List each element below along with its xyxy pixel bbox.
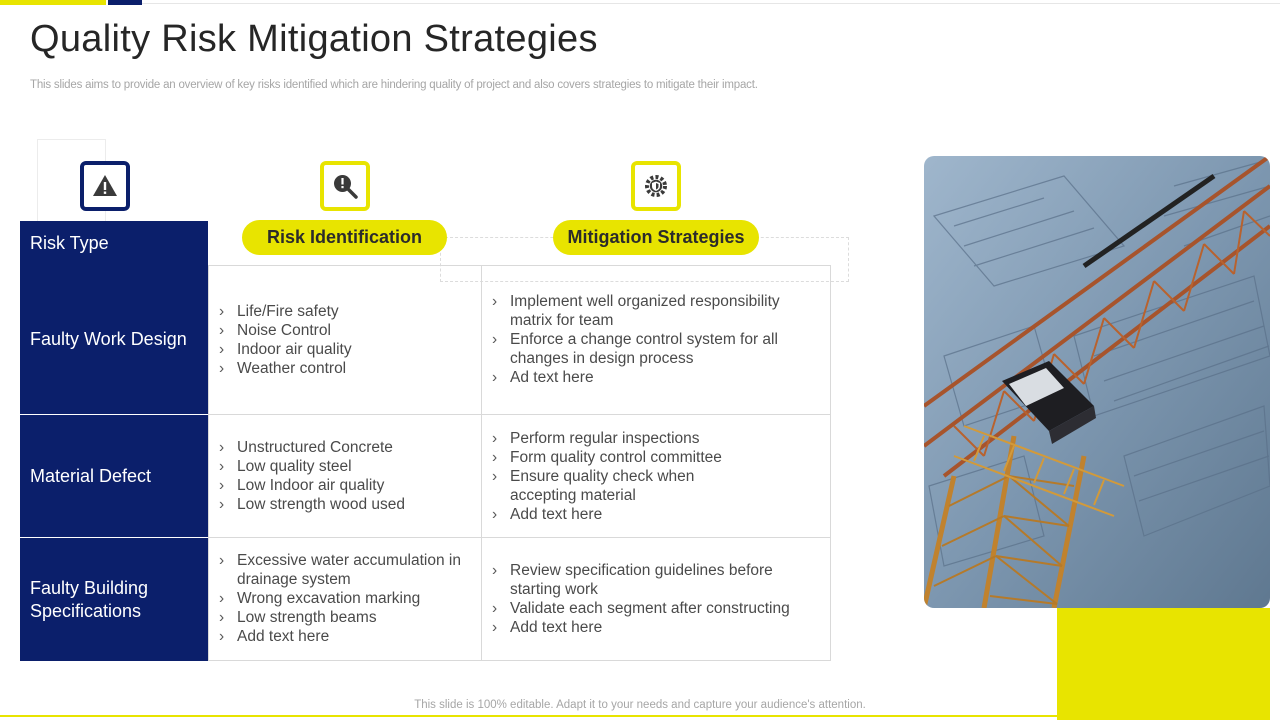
warning-triangle-icon [80, 161, 130, 211]
table-column-divider [481, 265, 482, 661]
list-item: › Low quality steel [219, 457, 477, 476]
mitigation-cell [492, 292, 814, 387]
identification-cell [219, 438, 477, 514]
slide-title: Quality Risk Mitigation Strategies [30, 18, 598, 60]
list-item: › Review specification guidelines before starting work [492, 561, 792, 599]
mitigation-strategies-header: Mitigation Strategies [553, 220, 759, 255]
list-item: › Weather control [219, 359, 477, 378]
list-item: › Enforce a change control system for all changes in design process [492, 330, 814, 368]
list-item: › Excessive water accumulation in drainage system [219, 551, 477, 589]
table-row-divider [208, 537, 831, 538]
mitigation-cell [492, 561, 814, 637]
top-accent-yellow [0, 0, 106, 5]
list-item: › Validate each segment after constructing [492, 599, 814, 618]
list-item: › Wrong excavation marking [219, 589, 477, 608]
identification-cell [219, 302, 477, 378]
row-label-faulty-work-design: Faulty Work Design [20, 265, 208, 414]
list-item: › Life/Fire safety [219, 302, 477, 321]
top-divider [142, 3, 1280, 4]
row-label-material-defect: Material Defect [20, 415, 208, 537]
bottom-accent-line [0, 715, 1057, 717]
list-item: › Noise Control [219, 321, 477, 340]
list-item: › Add text here [492, 505, 814, 524]
list-item: › Indoor air quality [219, 340, 477, 359]
list-item: › Low strength beams [219, 608, 477, 627]
risk-identification-header: Risk Identification [242, 220, 447, 255]
row-label-faulty-building-specifications: Faulty Building Specifications [20, 538, 208, 661]
list-item: › Ensure quality check when accepting material [492, 467, 722, 505]
footer-text: This slide is 100% editable. Adapt it to your needs and capture your audience's attention. [414, 699, 866, 711]
list-item: › Add text here [219, 627, 477, 646]
search-alert-icon [320, 161, 370, 211]
top-accent-navy [108, 0, 142, 5]
gear-shield-icon [631, 161, 681, 211]
list-item: › Implement well organized responsibility matrix for team [492, 292, 814, 330]
list-item: › Low strength wood used [219, 495, 477, 514]
list-item: › Low Indoor air quality [219, 476, 477, 495]
list-item: › Ad text here [492, 368, 814, 387]
identification-cell [219, 551, 477, 646]
slide-footer [0, 699, 1280, 711]
mitigation-cell [492, 429, 814, 524]
slide-subtitle: This slides aims to provide an overview of key risks identified which are hindering quality of project and also covers strategies to mitigate their impact. [30, 79, 758, 91]
crane-blueprint-photo [924, 156, 1270, 608]
list-item: › Perform regular inspections [492, 429, 814, 448]
risk-type-header: Risk Type [20, 221, 208, 265]
list-item: › Unstructured Concrete [219, 438, 477, 457]
table-row-divider [208, 414, 831, 415]
list-item: › Form quality control committee [492, 448, 814, 467]
list-item: › Add text here [492, 618, 814, 637]
